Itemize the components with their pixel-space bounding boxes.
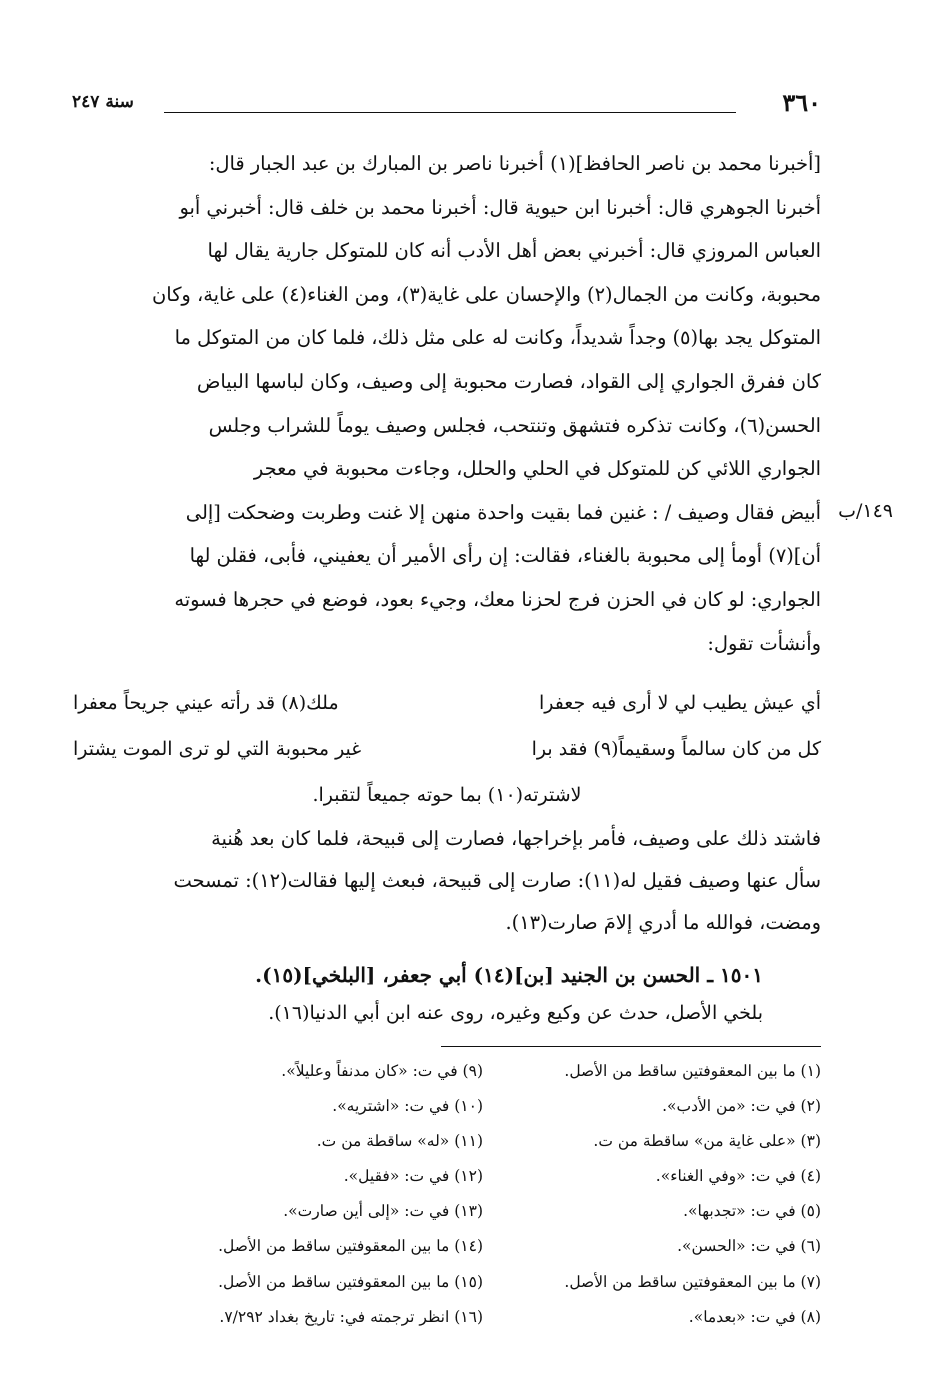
text-line: ومضت، فوالله ما أدري إلامَ صارت(١٣). <box>505 911 821 934</box>
text-line: الجواري: لو كان في الحزن فرج لحزنا معك، وجيء بعود، فوضع في حجرها فسوته <box>174 587 821 611</box>
footnote: (٣) «على غاية من» ساقطة من ت. <box>593 1132 821 1151</box>
footnote: (١٦) انظر ترجمته في: تاريخ بغداد ٧/٢٩٢. <box>219 1307 483 1326</box>
main-text-continued <box>73 818 821 944</box>
poem-verse: لاشترته(١٠) بما حوته جميعاً لتقبرا. <box>312 784 582 806</box>
footnote: (٦) في ت: «الحسن». <box>677 1237 821 1256</box>
footnote: (٧) ما بين المعقوفتين ساقط من الأصل. <box>564 1272 821 1291</box>
footnote: (١) ما بين المعقوفتين ساقط من الأصل. <box>564 1062 821 1080</box>
text-line: العباس المروزي قال: أخبرني بعض أهل الأدب أنه كان للمتوكل جارية يقال لها <box>207 239 821 263</box>
header-rule <box>164 112 736 113</box>
text-line: فاشتد ذلك على وصيف، فأمر بإخراجها، فصارت إلى قبيحة، فلما كان بعد هُنية <box>211 827 821 850</box>
year-label: سنة ٢٤٧ <box>72 92 134 112</box>
page-number: ٣٦٠ <box>782 88 821 117</box>
footnote: (٥) في ت: «تجدبها». <box>683 1202 821 1221</box>
footnote: (١٤) ما بين المعقوفتين ساقط من الأصل. <box>218 1237 483 1256</box>
text-line: المتوكل يجد بها(٥) وجداً شديداً، وكانت له على مثل ذلك، فلما كان من المتوكل ما <box>174 326 821 350</box>
footnote: (٩) في ت: «كان مدنفاً وعليلاً». <box>281 1062 483 1080</box>
poem-hemistich: غير محبوبة التي لو ترى الموت يشترا <box>73 738 362 760</box>
text-line: محبوبة، وكانت من الجمال(٢) والإحسان على غاية(٣)، ومن الغناء(٤) على غاية، وكان <box>152 282 821 306</box>
text-line: [أخبرنا محمد بن ناصر الحافظ](١) أخبرنا ناصر بن المبارك بن عبد الجبار قال: <box>208 152 821 175</box>
text-line: سأل عنها وصيف فقيل له(١١): صارت إلى قبيحة، فبعث إليها فقالت(١٢): تمسحت <box>173 869 821 892</box>
footnotes-left-column <box>153 1054 483 1335</box>
main-text <box>73 142 821 665</box>
text-line: الجواري اللائي كن للمتوكل في الحلي والحلل، وجاءت محبوبة في معجر <box>253 457 821 481</box>
poem-hemistich: أي عيش يطيب لي لا أرى فيه جعفرا <box>538 692 821 714</box>
poem-verse <box>73 680 821 726</box>
text-line: أن](٧) أومأ إلى محبوبة بالغناء، فقالت: إن رأى الأمير أن يعفيني، فأبى، فقلن لها <box>189 544 821 568</box>
text-line: أخبرنا الجوهري قال: أخبرنا ابن حيوية قال: أخبرنا محمد بن خلف قال: أخبرني أبو <box>179 195 821 219</box>
entry-title: ١٥٠١ ـ الحسن بن الجنيد [بن](١٤) أبي جعفر، [البلخي](١٥). <box>255 963 763 987</box>
footnote: (٨) في ت: «بعدما». <box>688 1307 821 1326</box>
page-header <box>72 88 821 122</box>
biography-entry <box>73 955 821 1031</box>
text-line: وأنشأت تقول: <box>707 631 821 655</box>
footnote: (١٣) في ت: «إلى أين صارت». <box>283 1202 483 1221</box>
footnote: (١٠) في ت: «اشتريه». <box>332 1097 483 1116</box>
footnote: (٤) في ت: «وفي الغناء». <box>655 1167 821 1186</box>
text-line: كان ففرق الجواري إلى القواد، فصارت محبوبة إلى وصيف، وكان لباسها البياض <box>196 369 821 393</box>
footnote-rule <box>441 1046 821 1047</box>
entry-text: بلخي الأصل، حدث عن وكيع وغيره، روى عنه ابن أبي الدنيا(١٦). <box>268 1002 763 1024</box>
text-line: أبيض فقال وصيف / : غنين فما بقيت واحدة منهن إلا غنت وطربت وضحكت [إلى <box>185 500 821 524</box>
poem-hemistich: كل من كان سالماً وسقيماً(٩) فقد برا <box>531 738 821 760</box>
footnote: (١٥) ما بين المعقوفتين ساقط من الأصل. <box>218 1272 483 1291</box>
footnote: (١٢) في ت: «فقيل». <box>343 1167 483 1186</box>
poem-verse <box>73 726 821 772</box>
poem-hemistich: ملك(٨) قد رأته عيني جريحاً معفرا <box>73 692 339 714</box>
text-line: الحسن(٦)، وكانت تذكره فتشهق وتنتحب، فجلس وصيف يوماً للشراب وجلس <box>208 413 821 437</box>
folio-margin-note: ١٤٩/ب <box>838 500 893 522</box>
footnotes-right-column <box>491 1054 821 1335</box>
poem <box>73 680 821 818</box>
footnote: (١١) «له» ساقطة من ت. <box>316 1132 483 1151</box>
footnote: (٢) في ت: «من الأدب». <box>662 1097 821 1116</box>
